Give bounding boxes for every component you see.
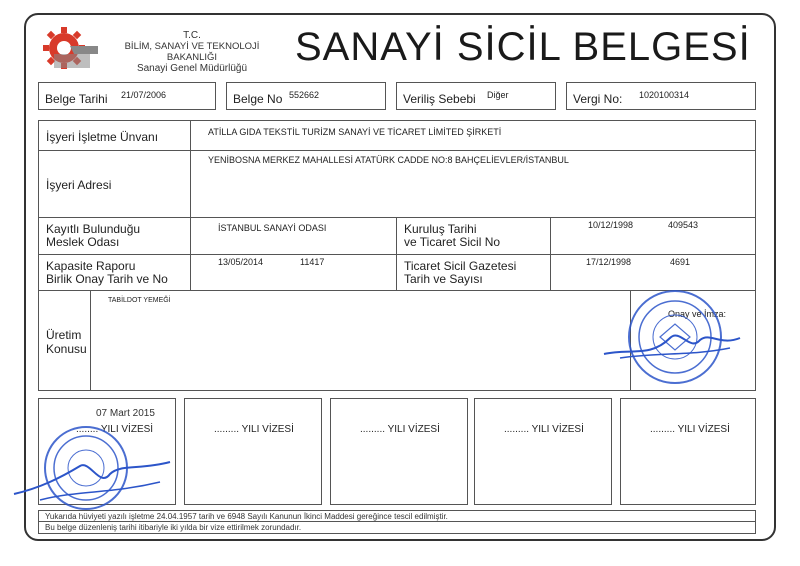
adres-value: YENİBOSNA MERKEZ MAHALLESİ ATATÜRK CADDE NO:8 BAHÇELİEVLER/İSTANBUL	[208, 155, 569, 165]
verilis-sebebi-value: Diğer	[487, 90, 509, 100]
vize-label-3: ......... YILI VİZESİ	[360, 424, 440, 435]
gazete-tarih-value: 17/12/1998	[586, 257, 632, 267]
kapasite-label-line1: Kapasite Raporu	[46, 259, 136, 273]
belge-tarihi-box	[38, 82, 216, 110]
ministry-name	[102, 30, 282, 74]
kurulus-label	[404, 223, 500, 249]
footer-note-1: Yukarıda hüviyeti yazılı işletme 24.04.1957 tarih ve 6948 Sayılı Kanunun İkinci Maddesi gereğince tescil edilmiştir.	[45, 512, 448, 521]
kapasite-tarih-value: 13/05/2014	[218, 257, 264, 267]
grid-divider	[38, 150, 756, 151]
uretim-label	[46, 328, 87, 356]
meslek-value: İSTANBUL SANAYİ ODASI	[218, 223, 327, 233]
belge-no-value: 552662	[289, 90, 320, 100]
signature-graphic	[600, 318, 750, 368]
ministry-line1: BİLİM, SANAYİ VE TEKNOLOJİ BAKANLIĞI	[124, 41, 260, 63]
vize-stamp-date: 07 Mart 2015	[96, 408, 155, 419]
uretim-label-line2: Konusu	[46, 342, 87, 356]
kurulus-label-line2: ve Ticaret Sicil No	[404, 235, 501, 249]
gazete-sayi-value: 4691	[670, 257, 691, 267]
belge-tarihi-value: 21/07/2006	[121, 90, 167, 100]
adres-label: İşyeri Adresi	[46, 178, 112, 192]
grid-divider	[90, 291, 91, 391]
onay-label: Onay ve İmza:	[668, 309, 727, 319]
grid-divider	[190, 120, 191, 291]
vize-box-4	[474, 398, 612, 505]
kapasite-label-line2: Birlik Onay Tarih ve No	[46, 272, 168, 286]
grid-divider	[38, 254, 756, 255]
kurulus-tarihi-value: 10/12/1998	[588, 220, 634, 230]
kapasite-label	[46, 260, 168, 286]
vize-label-4: ......... YILI VİZESİ	[504, 424, 584, 435]
footer-note-1-box	[38, 510, 756, 522]
grid-divider	[550, 217, 551, 291]
grid-divider	[396, 217, 397, 291]
vize-label-2: ......... YILI VİZESİ	[214, 424, 294, 435]
vize-label-1: ........ YILI VİZESİ	[76, 424, 154, 435]
unvan-value: ATİLLA GIDA TEKSTİL TURİZM SANAYİ VE TİCARET LİMİTED ŞİRKETİ	[208, 127, 502, 137]
grid-divider	[38, 217, 756, 218]
meslek-label-line1: Kayıtlı Bulunduğu	[46, 222, 141, 236]
verilis-sebebi-box	[396, 82, 556, 110]
uretim-value: TABİLDOT YEMEĞİ	[108, 297, 171, 304]
kapasite-no-value: 11417	[300, 257, 325, 267]
vize-signature-graphic	[10, 448, 180, 508]
document-title: SANAYİ SİCİL BELGESİ	[295, 25, 751, 69]
ministry-line2: Sanayi Genel Müdürlüğü	[136, 63, 248, 74]
tc-label: T.C.	[183, 30, 201, 41]
belge-tarihi-label: Belge Tarihi	[45, 92, 108, 106]
belge-no-box	[226, 82, 386, 110]
unvan-label: İşyeri İşletme Ünvanı	[46, 130, 159, 144]
vergi-no-value: 1020100314	[639, 90, 690, 100]
uretim-label-line1: Üretim	[46, 328, 82, 342]
footer-note-2-box	[38, 522, 756, 534]
footer-note-2: Bu belge düzenleniş tarihi itibariyle iki yılda bir vize ettirilmek zorundadır.	[45, 523, 302, 532]
vize-box-2	[184, 398, 322, 505]
gazete-label	[404, 260, 516, 286]
belge-no-label: Belge No	[233, 92, 283, 106]
vize-label-5: ......... YILI VİZESİ	[650, 424, 730, 435]
sicil-no-value: 409543	[668, 220, 699, 230]
kurulus-label-line1: Kuruluş Tarihi	[404, 222, 477, 236]
ministry-logo	[40, 24, 100, 70]
vergi-no-label: Vergi No:	[573, 92, 623, 106]
gazete-label-line1: Ticaret Sicil Gazetesi	[404, 259, 517, 273]
verilis-sebebi-label: Veriliş Sebebi	[403, 92, 476, 106]
vize-box-5	[620, 398, 756, 505]
gazete-label-line2: Tarih ve Sayısı	[404, 272, 483, 286]
vize-box-3	[330, 398, 468, 505]
meslek-label-line2: Meslek Odası	[46, 235, 120, 249]
vergi-no-box	[566, 82, 756, 110]
meslek-label	[46, 223, 140, 249]
